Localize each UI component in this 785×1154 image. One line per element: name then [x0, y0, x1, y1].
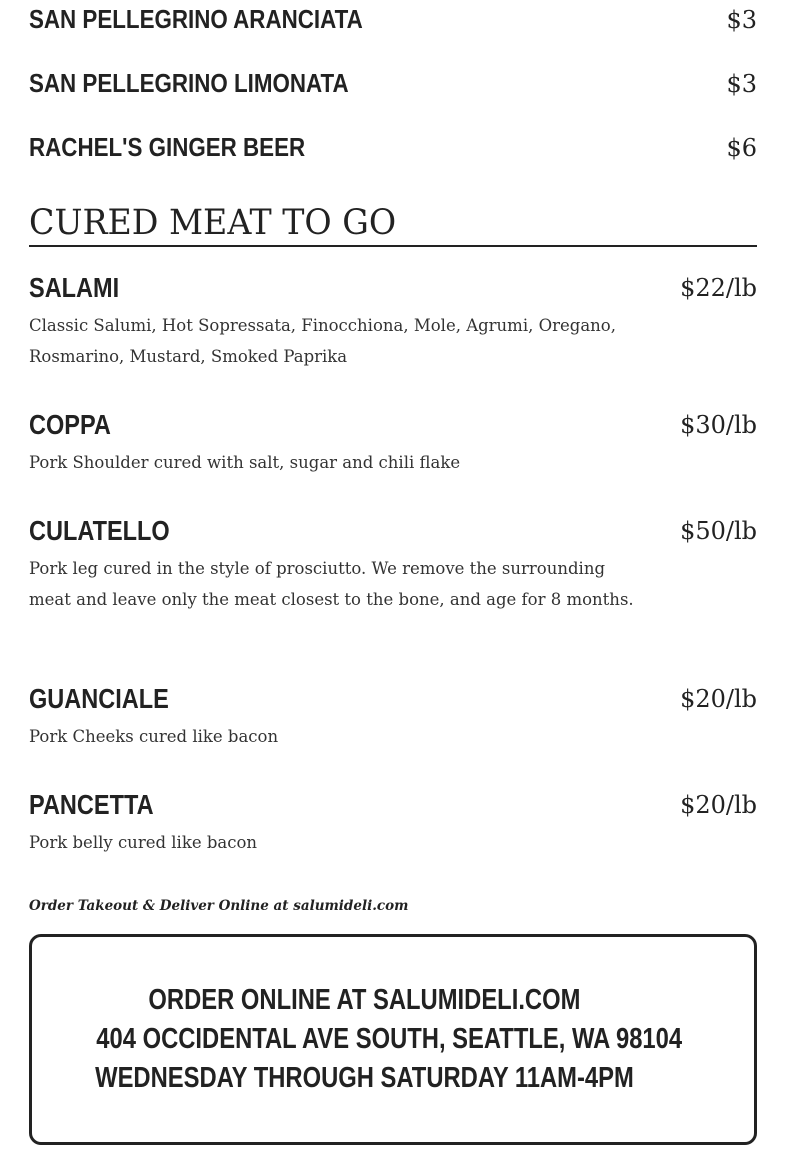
item-price: $20/lb	[680, 791, 757, 819]
drink-price: $6	[726, 134, 757, 162]
drink-row	[29, 0, 757, 64]
drink-name: SAN PELLEGRINO ARANCIATA	[29, 4, 363, 34]
item-price: $30/lb	[680, 411, 757, 439]
drink-row	[29, 64, 757, 128]
item-name: COPPA	[29, 409, 111, 440]
menu-page	[29, 0, 757, 1094]
item-price: $50/lb	[680, 517, 757, 545]
item-price: $22/lb	[680, 274, 757, 302]
info-line-hours: WEDNESDAY THROUGH SATURDAY 11AM-4PM	[95, 1062, 634, 1094]
drink-name: RACHEL'S GINGER BEER	[29, 132, 306, 162]
item-name: PANCETTA	[29, 789, 154, 820]
drink-name: SAN PELLEGRINO LIMONATA	[29, 68, 349, 98]
drink-row	[29, 128, 757, 192]
drink-price: $3	[726, 6, 757, 34]
item-description: Pork belly cured like bacon	[29, 833, 258, 852]
item-description: Pork Shoulder cured with salt, sugar and chili flake	[29, 453, 461, 472]
drink-price: $3	[726, 70, 757, 98]
item-price: $20/lb	[680, 685, 757, 713]
item-name: SALAMI	[29, 272, 120, 303]
section-divider	[29, 245, 757, 247]
order-note: Order Takeout & Deliver Online at salumideli.com	[29, 898, 409, 914]
item-description: Pork Cheeks cured like bacon	[29, 727, 279, 746]
item-description: Classic Salumi, Hot Sopressata, Finocchiona, Mole, Agrumi, Oregano, Rosmarino, Mustard, Smoked Paprika	[29, 316, 616, 366]
info-line-address: 404 OCCIDENTAL AVE SOUTH, SEATTLE, WA 98104	[96, 1023, 683, 1055]
info-box	[29, 934, 757, 1145]
item-name: GUANCIALE	[29, 683, 169, 714]
section-title: CURED MEAT TO GO	[29, 203, 397, 243]
drinks-list	[29, 0, 757, 192]
item-name: CULATELLO	[29, 515, 170, 546]
info-line-order: ORDER ONLINE AT SALUMIDELI.COM	[148, 984, 581, 1016]
item-description: Pork leg cured in the style of prosciutto. We remove the surrounding meat and leave only the meat closest to the bone, and age for 8 months.	[29, 559, 634, 609]
